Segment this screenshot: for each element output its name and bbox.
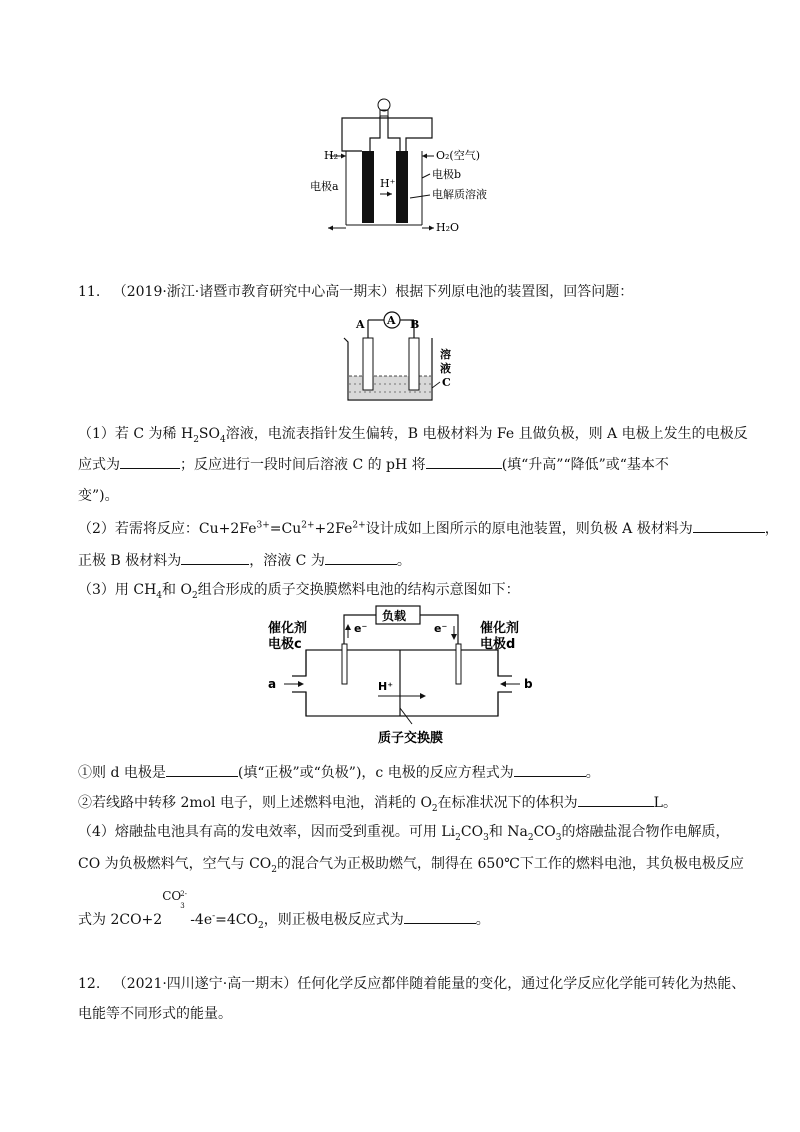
answer-blank[interactable] [404,909,476,924]
answer-blank[interactable] [181,550,249,565]
label-a: a [268,677,277,691]
q11-part1-line1: （1）若 C 为稀 $H_2SO_4$溶液，电流表指针发生偏转，B 电极材料为 Fe 且做负极，则 A 电极上发生的电极反 [78,426,748,445]
light-bulb-icon [378,99,390,116]
svg-text:负载: 负载 [382,609,407,623]
label-solution-2: 液 [440,362,451,375]
answer-blank[interactable] [426,454,502,469]
label-catalyst-d: 催化剂 [480,621,520,636]
label-b: b [524,677,533,691]
galvanic-cell-diagram [338,308,468,408]
label-A: A [356,318,365,331]
question-stem: 根据下列原电池的装置图，回答问题： [395,284,634,300]
q11-part3-intro: （3）用 $CH_4$和 $O_2$组合形成的质子交换膜燃料电池的结构示意图如下： [78,582,520,601]
label-o2: O₂(空气) [436,149,481,162]
q11-part4-line1: （4）熔融盐电池具有高的发电效率，因而受到重视。可用 $Li_2CO_3$和 $Na_2CO_3$的熔融盐混合物作电解质， [78,824,730,843]
q11-part3-sub2: ②若线路中转移 2mol 电子，则上述燃料电池，消耗的 $O_2$在标准状况下的体积为 L。 [78,792,677,813]
q11-part1-line3: 变”)。 [78,488,119,504]
label-solution-1: 溶 [440,348,451,361]
question-number: 12. [78,976,101,992]
label-B: B [410,318,420,331]
label-membrane: 质子交换膜 [378,731,444,746]
answer-blank[interactable] [166,762,238,777]
label-hplus: H⁺ [378,680,394,693]
label-catalyst-c: 催化剂 [268,621,308,636]
label-hplus: H⁺ [380,177,396,190]
svg-text:A: A [387,314,396,327]
answer-blank[interactable] [514,762,586,777]
question-12-line1: 12. （2021·四川遂宁·高一期末）任何化学反应都伴随着能量的变化，通过化学反应化学能可转化为热能、 [78,976,746,992]
question-number: 11. [78,284,101,300]
answer-blank[interactable] [693,518,765,533]
pem-fuel-cell-diagram [262,604,552,752]
question-source: （2021·四川遂宁·高一期末） [112,976,298,992]
electrode-B [409,338,419,390]
question-11-header [78,282,633,302]
electrode-a [362,151,374,223]
electrode-d [456,644,461,684]
q11-part2-line1: （2）若需将反应：$Cu+2Fe^{3+}=Cu^{2+}+2Fe^{2+}$设计成如上图所示的原电池装置，则负极 A 极材料为 ， [78,518,779,539]
label-electrode-d: 电极d [480,637,516,652]
label-solution-3: C [442,376,451,389]
answer-blank[interactable] [120,454,180,469]
electrode-c [342,644,347,684]
electrode-A [363,338,373,390]
label-electrode-b: 电极b [432,168,462,181]
q11-part2-line2: 正极 B 极材料为 ，溶液 C 为 。 [78,550,411,571]
electron-left: e⁻ [354,622,368,635]
label-electrode-c: 电极c [268,637,302,652]
electron-right: e⁻ [434,622,448,635]
electrode-b [396,151,408,223]
fuel-cell-diagram [300,90,500,240]
q11-part1-line2: 应式为 ；反应进行一段时间后溶液 C 的 pH 将 (填“升高”“降低”或“基本不 [78,454,669,475]
q11-part4-line2: CO 为负极燃料气，空气与 $CO_2$的混合气为正极助燃气，制得在 650℃下工作的燃料电池，其负极电极反应 [78,856,744,875]
label-h2o: H₂O [436,221,460,234]
answer-blank[interactable] [325,550,397,565]
question-12-line2: 电能等不同形式的能量。 [78,1006,232,1022]
q11-part4-line3: 式为 2CO+2 CO 2- 3 $-4e^-=4CO_2$，则正极电极反应式为 。 [78,904,490,930]
carbonate-ion: CO [162,889,182,903]
label-electrode-a: 电极a [310,180,339,193]
q11-part3-sub1: ①则 d 电极是 (填“正极”或“负极”)，c 电极的反应方程式为 。 [78,762,600,783]
question-source: （2019·浙江·诸暨市教育研究中心高一期末） [112,284,396,300]
label-electrolyte: 电解质溶液 [432,188,487,201]
answer-blank[interactable] [578,792,654,807]
label-h2: H₂ [324,149,339,162]
